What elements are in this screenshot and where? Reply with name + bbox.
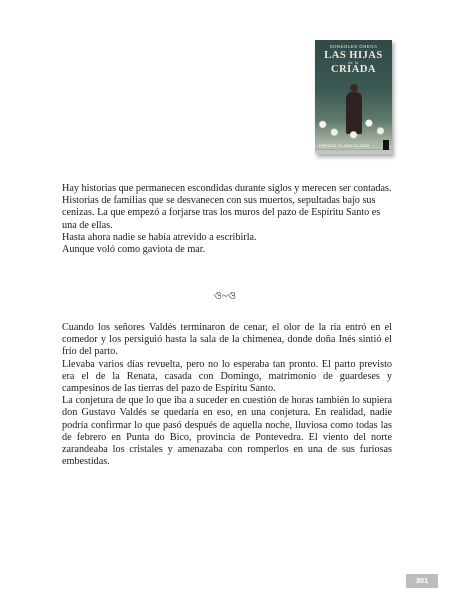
cover-title-line1: LAS HIJAS (324, 50, 383, 61)
cover-title-small: de la (348, 60, 359, 65)
ornament-divider-icon: ও~ও (213, 290, 237, 302)
cover-prize-label: PREMIO PLANETA 2023 (319, 143, 370, 148)
cover-author: SONSOLES ÓNEGA (329, 44, 378, 49)
body-paragraph: Llevaba varios días revuelta, pero no lo esperaba tan pronto. El parto previsto era el de la Renata, casada con Domingo, matrimonio de guardeses y campesinos de las tierras del pazo de Espíritu Santo. (62, 358, 392, 395)
cover-flowers-illustration (315, 114, 392, 140)
intro-paragraph: Aunque voló como gaviota de mar. (62, 244, 206, 256)
cover-title (315, 51, 392, 75)
body-text (62, 322, 392, 468)
body-paragraph: Cuando los señores Valdés terminaron de cenar, el olor de la ría entró en el comedor y los persiguió hasta la sala de la chimenea, donde doña Inés sintió el frío del parto. (62, 322, 392, 358)
cover-title-line2: CRIADA (331, 64, 376, 75)
body-paragraph: La conjetura de que lo que iba a suceder en cuestión de horas también lo supiera don Gustavo Valdés se quedaría en eso, en una conjetura. En realidad, nadie podría confirmar lo que pasó después de aquella noche, lluviosa como todas las de febrero en Punta do Bico, provincia de Pontevedra. El viento del norte zarandeaba los cristales y amenazaba con romperlos en una de sus furiosas embestidas. (62, 395, 392, 468)
intro-paragraph: Hasta ahora nadie se había atrevido a escribirla. (62, 231, 257, 243)
intro-text (62, 183, 392, 256)
page-number: 301 (406, 574, 438, 588)
book-cover-image (315, 40, 392, 154)
cover-gold-band (315, 149, 392, 150)
intro-paragraph: Hay historias que permanecen escondidas durante siglos y merecen ser contadas. Historias de familias que se desvanecen con sus muertos, sepultadas bajo sus cenizas. La que empezó a forjarse tras los muros del pazo de Espíritu Santo es una de ellas. (62, 183, 392, 231)
publisher-logo-icon (383, 140, 389, 150)
